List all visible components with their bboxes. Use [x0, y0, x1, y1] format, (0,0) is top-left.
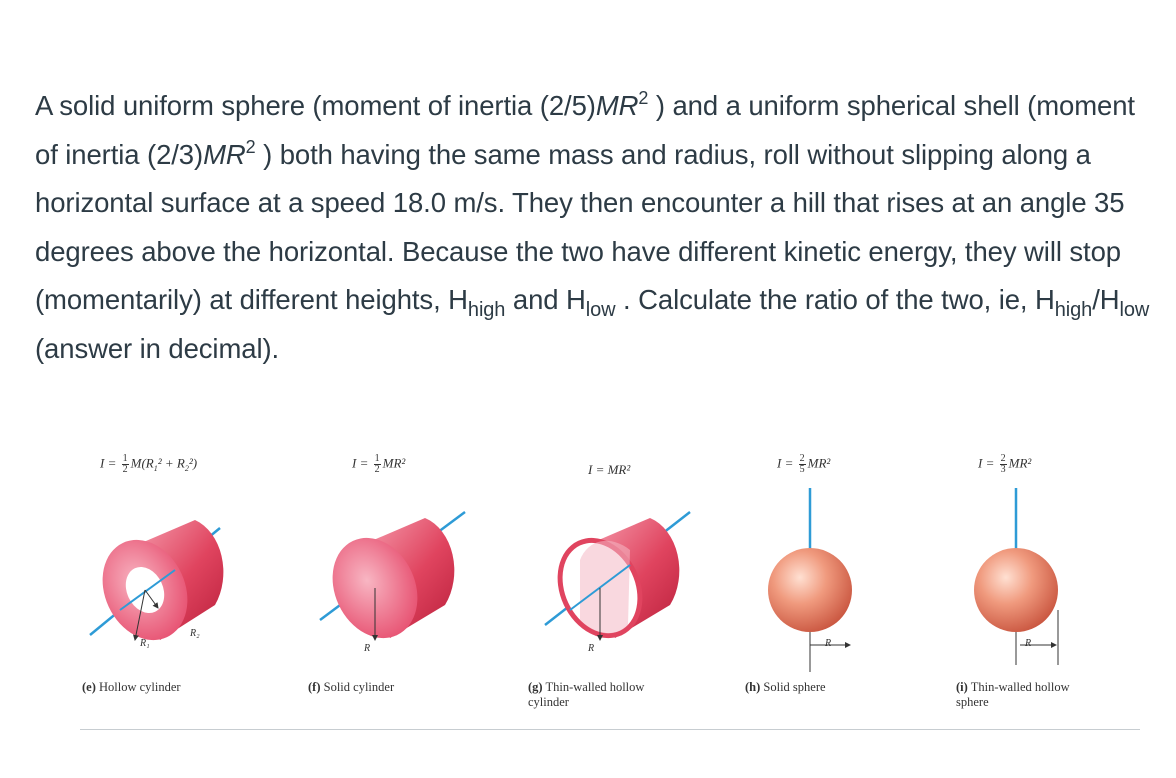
radius-label-r1: R₁	[140, 638, 150, 649]
hollow-cylinder-drawing	[87, 520, 224, 654]
thin-walled-hollow-sphere-drawing	[974, 488, 1058, 665]
formula-thin-walled-hollow-cylinder: I = MR²	[588, 462, 631, 477]
radius-label-solid-sphere: R	[825, 638, 832, 649]
caption-hollow-cylinder: (e) Hollow cylinder	[82, 680, 181, 694]
formula-solid-sphere: I = $\frac{2}{5}$ MR²	[777, 453, 831, 475]
solid-cylinder-drawing	[317, 512, 465, 652]
formula-thin-walled-hollow-sphere: I = $\frac{2}{3}$ MR²	[978, 453, 1032, 475]
caption-solid-sphere: (h) Solid sphere	[745, 680, 826, 694]
moment-of-inertia-figure	[80, 440, 1120, 740]
caption-thin-walled-hollow-sphere: (i) Thin-walled hollow sphere	[956, 680, 1070, 709]
caption-solid-cylinder: (f) Solid cylinder	[308, 680, 395, 694]
radius-label-solid-cylinder: R	[364, 643, 371, 654]
radius-label-thin-cylinder: R	[588, 643, 595, 654]
problem-statement	[35, 82, 1155, 373]
caption-thin-walled-hollow-cylinder: (g) Thin-walled hollow cylinder	[528, 680, 645, 709]
radius-label-hollow-sphere: R	[1025, 638, 1032, 649]
formula-hollow-cylinder: I = $\frac{1}{2}$ $M(R_1^2 + R_2^2)$	[100, 453, 198, 475]
divider-line	[80, 729, 1140, 730]
formula-solid-cylinder: I = $\frac{1}{2}$ MR²	[352, 453, 406, 475]
problem-paragraph: A solid uniform sphere (moment of inertia $(2/5)MR^2$ ) and a uniform spherical shell (moment of inertia $(2/3)MR^2$ ) both having the same mass and radius, roll without slipping along a horizontal surface at a speed 18.0 m/s. They then encounter a hill that rises at an angle 35 degrees above the horizontal. Because the two have different kinetic energy, they will stop (momentarily) at different heights, $H_{high}$ and $H_{low}$ . Calculate the ratio of the two, ie, $H_{high}/H_{low}$ (answer in decimal).	[35, 88, 1150, 364]
solid-sphere-drawing	[768, 488, 852, 672]
thin-walled-hollow-cylinder-drawing	[542, 512, 690, 652]
radius-label-r2: R₂	[190, 628, 200, 639]
